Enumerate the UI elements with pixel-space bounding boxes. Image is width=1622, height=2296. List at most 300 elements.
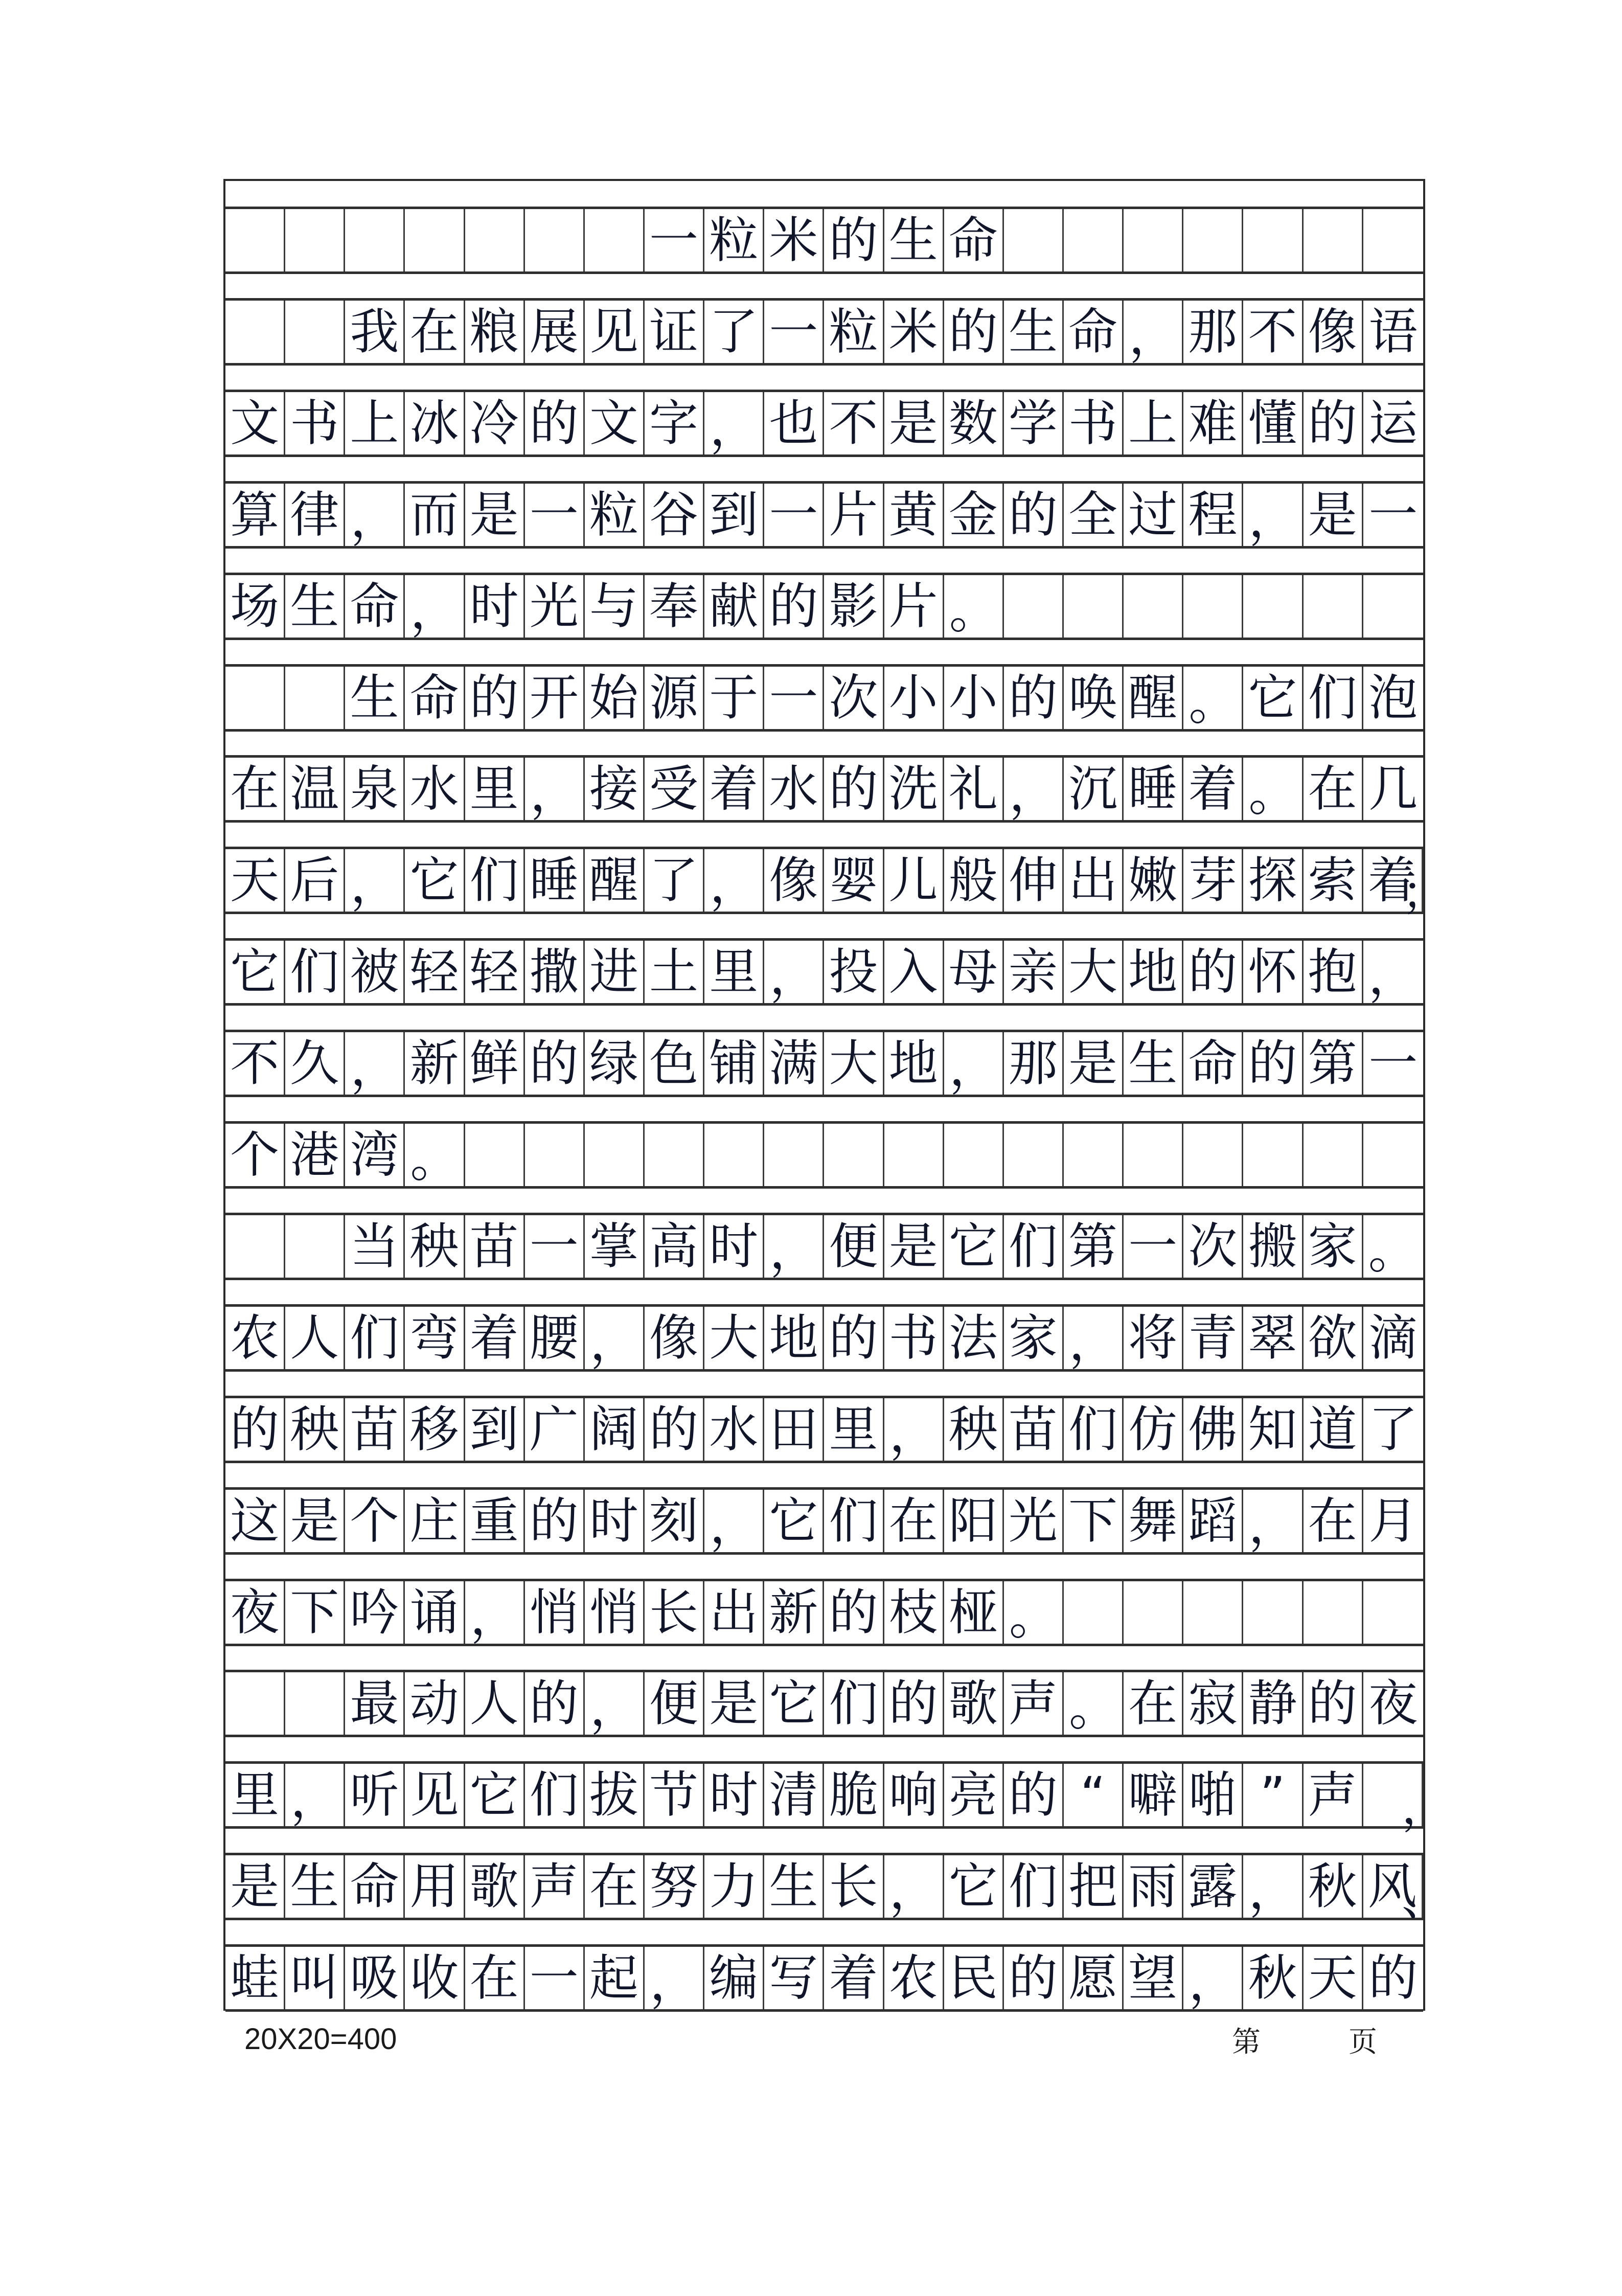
grid-cell: 夜 [1368,1675,1418,1733]
grid-row [225,755,1423,823]
grid-cell: 道 [1304,1398,1363,1461]
grid-cell: 雨 [1124,1855,1183,1918]
grid-cell: 出 [704,1581,764,1644]
grid-cell: 们 [525,1764,585,1826]
grid-cell: 的 [1004,667,1064,729]
grid-cell: 便 [645,1672,704,1735]
grid-cell: 第 [1064,1215,1124,1278]
title-cell [465,209,525,271]
grid-cell: 愿 [1064,1947,1124,2009]
grid-cell: 粒 [585,484,645,546]
grid-cell: 命 [1183,1032,1243,1095]
grid-cell: 冷 [465,392,525,454]
grid-cell: 欲 [1304,1307,1363,1369]
grid-cell: 编 [704,1947,764,2009]
grid-cell: 歌 [944,1672,1004,1735]
grid-cell: 冰 [405,392,465,454]
grid-cell: 入 [884,941,944,1003]
grid-cell: 是 [465,484,525,546]
grid-cell: 亲 [1004,941,1064,1003]
grid-cell: 地 [884,1032,944,1095]
grid-cell: 满 [764,1032,824,1095]
grid-cell: 新 [764,1581,824,1644]
grid-cell: ， [585,1672,645,1735]
grid-cell [1243,1124,1303,1186]
grid-cell: 泉 [345,758,405,820]
grid-cell: ， [1183,1947,1243,2009]
grid-cell: 于 [704,667,764,729]
grid-cell: 力 [704,1855,764,1918]
grid-cell [285,667,345,729]
grid-cell: 们 [1004,1215,1064,1278]
grid-cell: 叫 [285,1947,345,2009]
grid-cell: 儿 [884,849,944,912]
grid-cell: 重 [465,1490,525,1552]
grid-cell [1243,1581,1303,1644]
grid-cell: 程 [1183,484,1243,546]
grid-cell: 芽 [1183,849,1243,912]
grid-cell: 广 [525,1398,585,1461]
grid-cell: 探 [1243,849,1303,912]
grid-cell: 一 [1368,486,1418,543]
title-cell [345,209,405,271]
grid-cell: 片 [824,484,884,546]
grid-cell: 时 [704,1764,764,1826]
grid-cell: 在 [585,1855,645,1918]
grid-cell: 当 [345,1215,405,1278]
grid-cell: 是 [1064,1032,1124,1095]
grid-cell: 次 [1183,1215,1243,1278]
grid-cell: 新 [405,1032,465,1095]
grid-cell [1363,575,1423,638]
grid-cell: 大 [704,1307,764,1369]
grid-cell: 场 [225,575,285,638]
grid-cell: 把 [1064,1855,1124,1918]
grid-cell: 大 [824,1032,884,1095]
grid-row [225,298,1423,366]
title-cell: 的 [824,209,884,271]
title-cell: 米 [764,209,824,271]
grid-cell: 语 [1368,303,1418,360]
grid-cell: 是 [884,1215,944,1278]
grid-cell: 文 [225,392,285,454]
grid-cell: 不 [225,1032,285,1095]
grid-cell: 光 [1004,1490,1064,1552]
grid-cell [1124,575,1183,638]
grid-cell: 蹈 [1183,1490,1243,1552]
grid-cell: 将 [1124,1307,1183,1369]
grid-cell: 个 [345,1490,405,1552]
grid-cell: 难 [1183,392,1243,454]
grid-cell [764,1124,824,1186]
margin-punctuation: 、 [1402,1872,1448,1926]
grid-cell: 仿 [1124,1398,1183,1461]
title-cell [585,209,645,271]
grid-cell: 月 [1368,1492,1418,1550]
page-number-prefix: 第 [1232,2026,1261,2059]
grid-cell [1064,1124,1124,1186]
grid-cell: 高 [645,1215,704,1278]
grid-cell: 书 [1064,392,1124,454]
title-cell [1304,209,1363,271]
grid-cell: 拔 [585,1764,645,1826]
grid-cell: 。 [1183,667,1243,729]
grid-cell: 粮 [465,301,525,363]
grid-cell: 命 [345,575,405,638]
grid-cell: 长 [824,1855,884,1918]
grid-cell: 个 [225,1124,285,1186]
grid-cell [285,301,345,363]
grid-cell: 一 [525,484,585,546]
grid-cell: 的 [525,392,585,454]
grid-cell: 响 [884,1764,944,1826]
title-cell: 粒 [704,209,764,271]
grid-cell: 秧 [285,1398,345,1461]
grid-cell: 全 [1064,484,1124,546]
title-cell [285,209,345,271]
grid-cell: ， [465,1581,525,1644]
grid-cell: 土 [645,941,704,1003]
grid-cell: 几 [1368,760,1418,818]
margin-punctuation: ， [1402,1781,1448,1835]
grid-cell: 礼 [944,758,1004,820]
grid-cell: 小 [884,667,944,729]
grid-cell [1004,1124,1064,1186]
grid-cell: ， [884,1855,944,1918]
grid-cell: 民 [944,1947,1004,2009]
grid-cell: 色 [645,1032,704,1095]
grid-cell: 撒 [525,941,585,1003]
grid-cell: 书 [884,1307,944,1369]
grid-cell: 展 [525,301,585,363]
grid-cell: ， [1064,1307,1124,1369]
grid-cell: 声 [1304,1764,1363,1826]
grid-cell: 的 [1304,392,1363,454]
grid-cell: 不 [1243,301,1303,363]
grid-cell: ， [704,849,764,912]
grid-cell: 文 [585,392,645,454]
grid-cell: 静 [1243,1672,1303,1735]
grid-cell: 被 [345,941,405,1003]
grid-cell: 们 [465,849,525,912]
grid-cell: 们 [1004,1855,1064,1918]
grid-cell: 佛 [1183,1398,1243,1461]
grid-cell: 睡 [525,849,585,912]
grid-cell [704,1124,764,1186]
grid-cell: 到 [704,484,764,546]
grid-row [225,1670,1423,1737]
grid-cell: 知 [1243,1398,1303,1461]
grid-cell: 怀 [1243,941,1303,1003]
grid-cell: 受 [645,758,704,820]
grid-cell [824,1124,884,1186]
grid-cell: 铺 [704,1032,764,1095]
grid-cell: 它 [225,941,285,1003]
grid-cell: 搬 [1243,1215,1303,1278]
grid-cell: ， [884,1398,944,1461]
grid-cell: 次 [824,667,884,729]
grid-cell: 弯 [405,1307,465,1369]
grid-cell: 献 [704,575,764,638]
grid-cell: 像 [645,1307,704,1369]
grid-cell: 见 [585,301,645,363]
grid-cell: ， [405,575,465,638]
grid-cell: 律 [285,484,345,546]
grid-cell: 下 [1064,1490,1124,1552]
grid-cell: 啪 [1183,1764,1243,1826]
grid-cell: 婴 [824,849,884,912]
grid-cell: 绿 [585,1032,645,1095]
grid-cell: 的 [1004,1947,1064,2009]
grid-cell: 索 [1304,849,1363,912]
grid-cell: 舞 [1124,1490,1183,1552]
grid-cell: 米 [884,301,944,363]
grid-cell: 我 [345,301,405,363]
grid-cell: 收 [405,1947,465,2009]
grid-cell: 里 [465,758,525,820]
grid-cell: 在 [1124,1672,1183,1735]
grid-cell: 在 [225,758,285,820]
grid-cell: 枝 [884,1581,944,1644]
grid-cell: 法 [944,1307,1004,1369]
grid-cell: 节 [645,1764,704,1826]
grid-cell: 一 [764,667,824,729]
grid-cell: 影 [824,575,884,638]
grid-cell: ， [764,941,824,1003]
grid-cell: 生 [285,1855,345,1918]
grid-cell: 嫩 [1124,849,1183,912]
grid-cell: 努 [645,1855,704,1918]
grid-cell: 像 [1304,301,1363,363]
grid-cell: 生 [764,1855,824,1918]
grid-cell: 书 [285,392,345,454]
grid-cell: 出 [1064,849,1124,912]
grid-cell: 的 [465,667,525,729]
grid-cell: 命 [345,1855,405,1918]
grid-cell: ， [345,1032,405,1095]
grid-cell: 光 [525,575,585,638]
grid-cell: 时 [704,1215,764,1278]
grid-cell: 。 [1368,1222,1418,1280]
grid-cell: 着 [1363,849,1423,912]
grid-cell: 在 [1304,1490,1363,1552]
page-number-suffix: 页 [1349,2026,1377,2059]
grid-cell [1304,575,1363,638]
grid-cell: 久 [285,1032,345,1095]
grid-row [225,1944,1423,2012]
grid-cell: 粒 [824,301,884,363]
grid-cell: 在 [1304,758,1363,820]
grid-cell [1124,1124,1183,1186]
grid-cell: 。 [944,575,1004,638]
grid-cell: 亮 [944,1764,1004,1826]
grid-cell [225,1215,285,1278]
grid-cell: 它 [944,1855,1004,1918]
grid-cell: 奉 [645,575,704,638]
title-row [225,207,1423,274]
grid-cell [225,301,285,363]
grid-cell [1183,1124,1243,1186]
title-cell [1363,209,1423,271]
grid-cell: 般 [944,849,1004,912]
grid-cell: 水 [405,758,465,820]
grid-cell: 生 [1124,1032,1183,1095]
grid-cell: 秋 [1304,1855,1363,1918]
grid-row [225,390,1423,457]
grid-cell [225,1672,285,1735]
grid-cell: 它 [944,1215,1004,1278]
grid-cell: 的 [824,1581,884,1644]
grid-cell: 进 [585,941,645,1003]
title-cell: 生 [884,209,944,271]
grid-cell: 了 [1368,1400,1418,1458]
grid-cell: 。 [1243,758,1303,820]
title-cell [1183,209,1243,271]
grid-cell: ， [345,484,405,546]
grid-cell: 水 [704,1398,764,1461]
title-cell [1124,209,1183,271]
grid-cell [465,1124,525,1186]
grid-cell: 过 [1124,484,1183,546]
grid-cell: 湾 [345,1124,405,1186]
grid-cell: 农 [225,1307,285,1369]
grid-cell: 的 [1004,484,1064,546]
grid-cell: 它 [405,849,465,912]
grid-cell: 投 [824,941,884,1003]
grid-cell: 人 [465,1672,525,1735]
grid-cell: 最 [345,1672,405,1735]
grid-cell: 醒 [1124,667,1183,729]
grid-cell: 始 [585,667,645,729]
grid-cell: 在 [405,301,465,363]
grid-row [225,1121,1423,1189]
grid-cell: 的 [525,1032,585,1095]
grid-row [225,847,1448,920]
grid-cell: 秧 [405,1215,465,1278]
grid-cell [585,1124,645,1186]
grid-cell: 一 [525,1215,585,1278]
grid-cell: 接 [585,758,645,820]
grid-cell: 黄 [884,484,944,546]
grid-cell: 醒 [585,849,645,912]
grid-cell: 掌 [585,1215,645,1278]
grid-cell: 水 [764,758,824,820]
grid-cell: 家 [1304,1215,1363,1278]
grid-cell: 在 [884,1490,944,1552]
grid-cell [884,1124,944,1186]
grid-cell: 声 [1004,1672,1064,1735]
grid-cell: 动 [405,1672,465,1735]
grid-cell [1064,1581,1124,1644]
grid-cell: 听 [345,1764,405,1826]
grid-cell: 的 [1183,941,1243,1003]
grid-cell: ， [1243,1855,1303,1918]
grid-cell: 悄 [585,1581,645,1644]
grid-cell: 证 [645,301,704,363]
grid-cell: 字 [645,392,704,454]
title-cell [525,209,585,271]
grid-cell: 翠 [1243,1307,1303,1369]
grid-cell: 寂 [1183,1672,1243,1735]
grid-cell: 露 [1183,1855,1243,1918]
grid-cell: ， [944,1032,1004,1095]
title-cell: 命 [944,209,1004,271]
grid-cell: 洗 [884,758,944,820]
grid-cell: 小 [944,667,1004,729]
grid-cell [1124,1581,1183,1644]
grid-cell: ， [285,1764,345,1826]
grid-cell: 吟 [345,1581,405,1644]
grid-cell: 庄 [405,1490,465,1552]
grid-cell: 鲜 [465,1032,525,1095]
grid-count-label: 20X20=400 [244,2022,397,2056]
grid-cell [285,1215,345,1278]
grid-cell [285,1672,345,1735]
grid-cell [1064,575,1124,638]
grid-cell: 学 [1004,392,1064,454]
grid-cell: 母 [944,941,1004,1003]
grid-cell [1363,1581,1423,1644]
grid-cell: 上 [345,392,405,454]
grid-cell: 的 [645,1398,704,1461]
grid-cell: 一 [764,301,824,363]
grid-cell: 时 [465,575,525,638]
grid-row [225,1853,1448,1926]
grid-cell: 运 [1368,394,1418,452]
grid-cell: ， [585,1307,645,1369]
grid-cell: 命 [1064,301,1124,363]
grid-cell: 阔 [585,1398,645,1461]
grid-cell: 苗 [465,1215,525,1278]
grid-cell: 蛙 [225,1947,285,2009]
grid-cell: 算 [225,484,285,546]
grid-cell: 里 [824,1398,884,1461]
grid-cell: 起 [585,1947,645,2009]
grid-cell: ， [1124,301,1183,363]
grid-cell [1304,1124,1363,1186]
grid-cell: 里 [225,1764,285,1826]
title-cell [405,209,465,271]
grid-cell: 下 [285,1581,345,1644]
grid-cell: 它 [764,1490,824,1552]
margin-punctuation: ； [1402,866,1448,920]
grid-row [225,1396,1423,1463]
grid-cell: 生 [285,575,345,638]
grid-cell [944,1124,1004,1186]
grid-cell: 家 [1004,1307,1064,1369]
grid-cell: 移 [405,1398,465,1461]
grid-cell: 的 [525,1490,585,1552]
grid-cell [1243,575,1303,638]
grid-cell: 抱 [1304,941,1363,1003]
grid-cell: 大 [1064,941,1124,1003]
grid-cell: 天 [1304,1947,1363,2009]
grid-cell: 睡 [1124,758,1183,820]
grid-cell: 温 [285,758,345,820]
title-cell [1064,209,1124,271]
grid-cell: ， [645,1947,704,2009]
grid-cell: 它 [465,1764,525,1826]
grid-cell: 金 [944,484,1004,546]
grid-cell: 沉 [1064,758,1124,820]
grid-cell: 腰 [525,1307,585,1369]
grid-cell: 像 [764,849,824,912]
grid-row [225,1030,1423,1097]
grid-row [225,938,1423,1006]
grid-cell: ， [1243,484,1303,546]
grid-cell: 们 [1064,1398,1124,1461]
grid-cell: 的 [824,1307,884,1369]
